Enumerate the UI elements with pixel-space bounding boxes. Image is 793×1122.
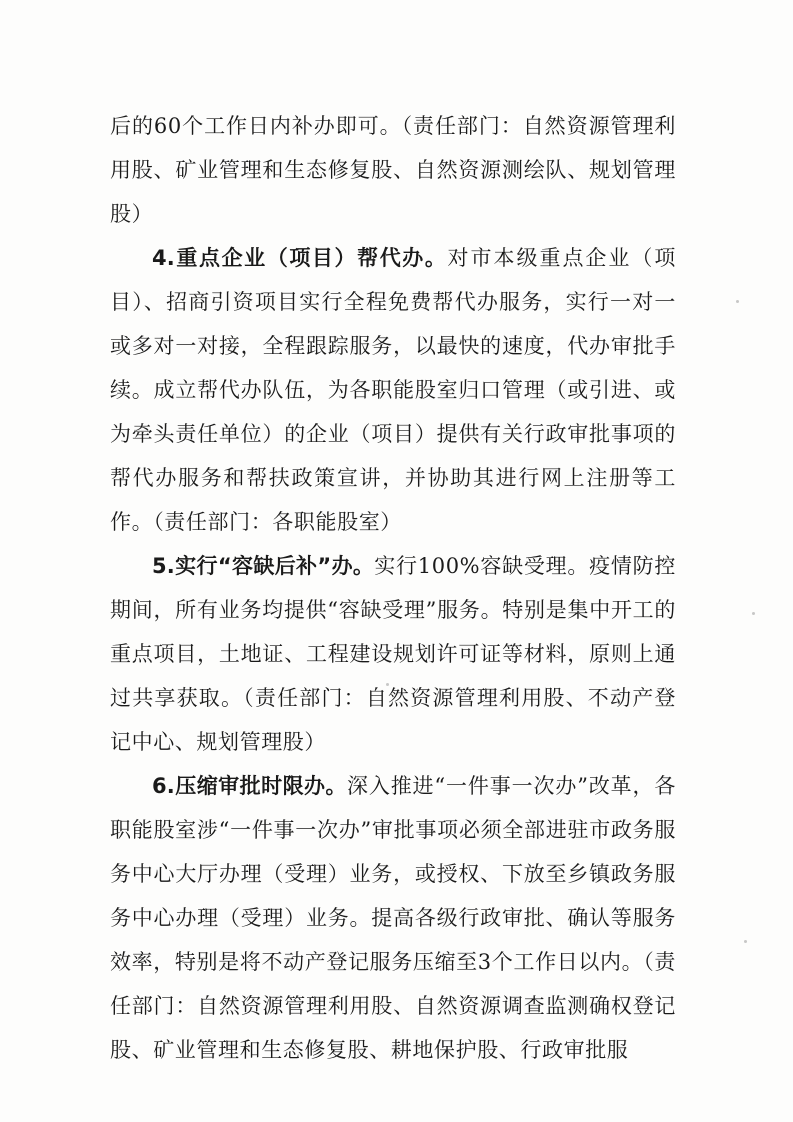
scan-speck [744, 940, 747, 943]
paragraph-item-5 [110, 544, 676, 764]
paragraph-heading: 4.重点企业（项目）帮代办。 [152, 246, 448, 270]
scan-speck [736, 300, 739, 303]
paragraph-continuation [110, 104, 676, 236]
paragraph-text: 对市本级重点企业（项目）、招商引资项目实行全程免费帮代办服务，实行一对一或多对一对接，全程跟踪服务，以最快的速度，代办审批手续。成立帮代办队伍，为各职能股室归口管理（或引进、或为牵头责任单位）的企业（项目）提供有关行政审批事项的帮代办服务和帮扶政策宣讲，并协助其进行网上注册等工作。（责任部门：各职能股室） [110, 246, 677, 534]
paragraph-text: 实行100%容缺受理。疫情防控期间，所有业务均提供“容缺受理”服务。特别是集中开工的重点项目，土地证、工程建设规划许可证等材料，原则上通过共享获取。（责任部门：自然资源管理利用股、不动产登记中心、规划管理股） [110, 554, 676, 754]
scan-speck [386, 683, 389, 686]
paragraph-heading: 5.实行“容缺后补”办。 [152, 554, 375, 578]
paragraph-text: 深入推进“一件事一次办”改革，各职能股室涉“一件事一次办”审批事项必须全部进驻市政务服务中心大厅办理（受理）业务，或授权、下放至乡镇政务服务中心办理（受理）业务。提高各级行政审批、确认等服务效率，特别是将不动产登记服务压缩至3个工作日以内。（责任部门：自然资源管理利用股、自然资源调查监测确权登记股、矿业管理和生态修复股、耕地保护股、行政审批服 [110, 774, 676, 1062]
paragraph-text: 后的60个工作日内补办即可。（责任部门：自然资源管理利用股、矿业管理和生态修复股、自然资源测绘队、规划管理股） [110, 114, 676, 226]
document-body [110, 104, 676, 1072]
paragraph-item-6 [110, 764, 676, 1072]
paragraph-item-4 [110, 236, 676, 544]
scan-speck [752, 612, 755, 615]
paragraph-heading: 6.压缩审批时限办。 [152, 774, 347, 798]
